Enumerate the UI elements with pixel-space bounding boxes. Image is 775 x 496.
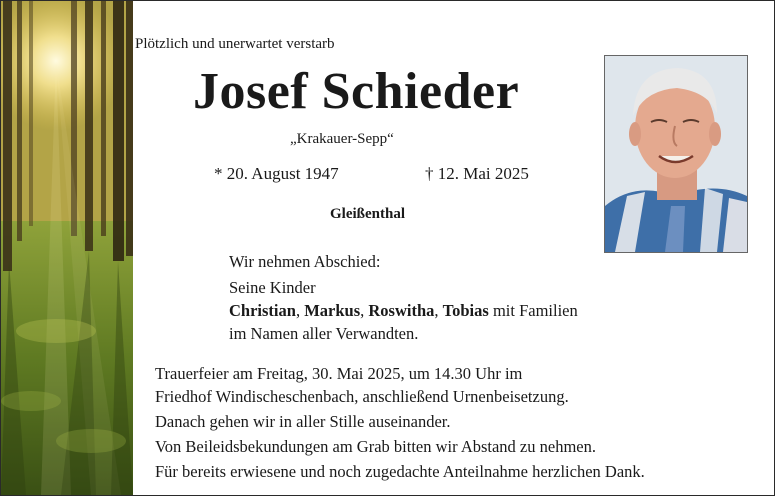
child-name: Christian [229,301,296,320]
details-line: Danach gehen wir in aller Stille auseinander. [155,412,451,431]
name-separator: , [295,301,305,320]
funeral-details [155,362,645,483]
closing-line: im Namen aller Verwandten. [229,324,419,343]
forest-sunlight-image [1,1,133,495]
deceased-name: Josef Schieder [193,63,520,120]
name-separator: , [434,301,443,320]
children-suffix: mit Familien [488,301,578,320]
birth-date: * 20. August 1947 [214,164,339,183]
details-line: Von Beileidsbekundungen am Grab bitten wir Abstand zu nehmen. [155,437,596,456]
hometown: Gleißenthal [330,206,406,222]
relation-line: Seine Kinder [229,278,316,297]
details-line: Friedhof Windischeschenbach, anschließend Urnenbeisetzung. [155,387,569,406]
details-line: Trauerfeier am Freitag, 30. Mai 2025, um 14.30 Uhr im [155,364,523,383]
child-name: Tobias [442,301,489,320]
details-line: Für bereits erwiesene und noch zugedachte Anteilnahme herzlichen Dank. [155,462,645,481]
child-name: Markus [304,301,361,320]
farewell-heading: Wir nehmen Abschied: [229,252,381,271]
death-date: † 12. Mai 2025 [425,164,529,183]
portrait-photo [604,55,748,253]
children-line [229,299,578,322]
intro-text: Plötzlich und unerwartet verstarb [135,36,335,52]
mourners-block [229,250,578,345]
name-separator: , [360,301,369,320]
nickname: „Krakauer-Sepp“ [290,131,394,147]
child-name: Roswitha [368,301,435,320]
